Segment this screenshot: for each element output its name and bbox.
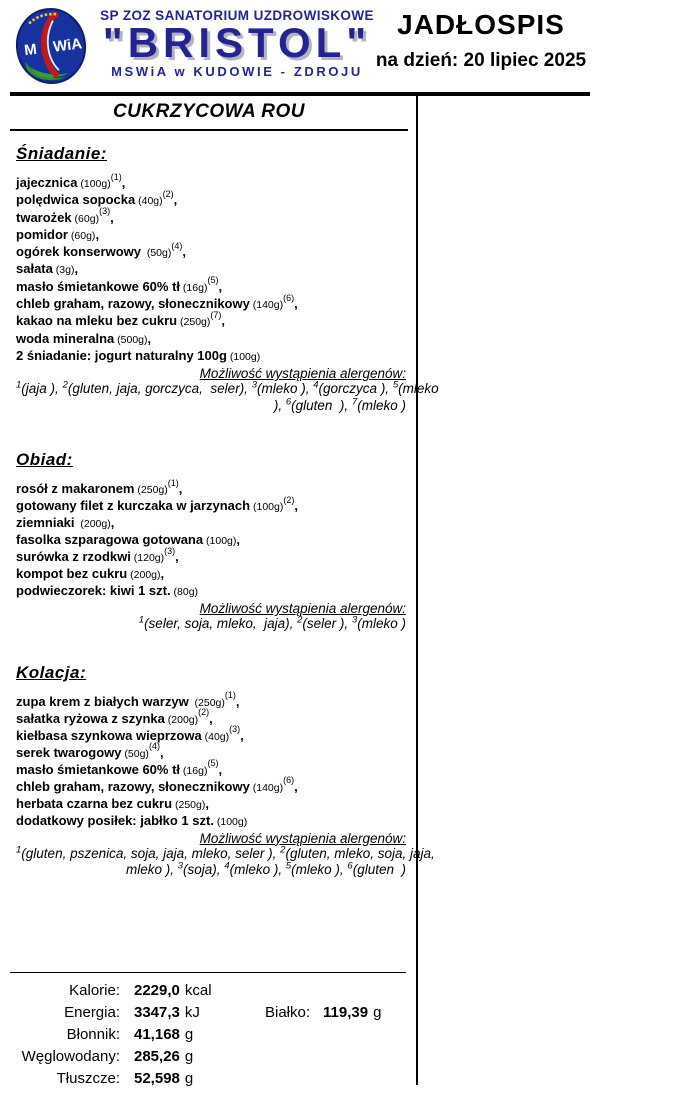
organization-subtitle: SP ZOZ SANATORIUM UZDROWISKOWE	[100, 8, 374, 23]
organization-block	[92, 8, 382, 79]
meal-item-name: masło śmietankowe 60% tł	[16, 278, 181, 294]
meal-item	[16, 477, 408, 498]
nutrition-unit: g	[373, 1004, 382, 1021]
meal-item-amount: (100g)	[203, 535, 237, 548]
allergen-text: (mleko )	[357, 616, 406, 632]
meal-item-separator: ,	[110, 515, 115, 531]
meal-item-amount: (250g)	[188, 696, 225, 709]
meals-container	[10, 144, 439, 879]
allergen-text: (gluten, pszenica, soja, jaja, mleko, seler ),	[21, 845, 281, 861]
meal-item-list	[16, 171, 408, 365]
nutrition-unit: kcal	[184, 982, 212, 999]
svg-text:WiA: WiA	[52, 35, 84, 56]
meal-item-amount: (100g)	[250, 501, 284, 514]
meal-item-name: 2 śniadanie: jogurt naturalny 100g	[16, 347, 227, 363]
meal-item-name: woda mineralna	[16, 330, 115, 346]
meal-item	[16, 796, 408, 813]
meal-item-amount: (100g)	[77, 178, 111, 190]
nutrition-label: Kalorie:	[69, 982, 120, 999]
meal-item-name: chleb graham, razowy, słonecznikowy	[16, 778, 250, 794]
meal-item-name: pomidor	[16, 226, 68, 242]
meal-item-amount: (50g)	[121, 747, 149, 760]
allergen-heading: Możliwość wystąpienia alergenów:	[199, 601, 406, 617]
meal-item-amount: (250g)	[172, 798, 206, 811]
meal-item-allergen-ref: (1)	[110, 171, 122, 182]
svg-text:M: M	[23, 40, 38, 60]
meal-item-separator: ,	[294, 498, 298, 514]
nutrition-label: Tłuszcze:	[56, 1070, 120, 1087]
meal-section	[10, 662, 435, 879]
organization-location: MSWiA w KUDOWIE - ZDROJU	[111, 64, 363, 79]
allergen-number: 2	[280, 844, 286, 856]
allergen-text: (gorczyca ),	[318, 381, 393, 397]
meal-item-allergen-ref: (7)	[210, 310, 222, 321]
allergen-number: 3	[351, 614, 358, 626]
meal-item-amount: (100g)	[213, 815, 248, 828]
meal-header: Śniadanie:	[16, 144, 107, 163]
nutrition-unit: g	[184, 1070, 194, 1087]
meal-item-name: serek twarogowy	[16, 744, 122, 760]
meal-item	[16, 707, 408, 728]
meal-item-name: surówka z rzodkwi	[16, 549, 131, 565]
meal-item-name: polędwica sopocka	[16, 192, 136, 208]
nutrition-unit: g	[184, 1026, 194, 1043]
meal-section	[10, 450, 408, 633]
mswia-logo-icon	[14, 7, 88, 86]
meal-section	[10, 144, 439, 414]
meal-item	[16, 310, 408, 330]
nutrition-row	[10, 1068, 406, 1090]
meal-item-name: ziemniaki	[16, 515, 75, 531]
meal-item-separator: ,	[240, 727, 244, 743]
meal-item-amount: (200g)	[127, 569, 161, 582]
meal-header: Kolacja:	[16, 662, 87, 682]
allergen-number: 5	[392, 379, 399, 391]
organization-name: "BRISTOL"	[102, 19, 372, 66]
nutrition-value: 119,39	[323, 1004, 369, 1021]
meal-item-list	[16, 690, 408, 830]
meal-item-separator: ,	[218, 278, 223, 294]
allergen-text: (gluten ),	[291, 397, 352, 413]
meal-item-name: jajecznica	[16, 175, 78, 190]
allergen-text: (gluten, mleko, soja, jaja,	[285, 845, 435, 861]
meal-item-separator: ,	[235, 693, 240, 709]
meal-item	[16, 758, 408, 779]
allergen-heading: Możliwość wystąpienia alergenów:	[199, 366, 406, 382]
meal-header: Obiad:	[16, 450, 73, 470]
meal-item-amount: (200g)	[164, 713, 199, 726]
meal-item-separator: ,	[182, 244, 186, 260]
document-date: na dzień: 20 lipiec 2025	[375, 50, 587, 71]
meal-item-allergen-ref: (2)	[283, 494, 295, 505]
allergen-text: (soja),	[183, 862, 225, 878]
header-divider-line	[10, 92, 590, 96]
meal-item	[16, 813, 408, 830]
meal-item-amount: (250g)	[177, 316, 211, 329]
allergen-number: 5	[285, 860, 292, 872]
allergen-number: 1	[138, 614, 145, 626]
document-meta	[374, 9, 588, 72]
nutrition-label: Białko:	[265, 1004, 311, 1021]
meal-item	[16, 724, 408, 745]
meal-item-name: kiełbasa szynkowa wieprzowa	[16, 727, 202, 743]
meal-item-name: sałatka ryżowa z szynka	[16, 710, 165, 726]
meal-item-separator: ,	[74, 261, 79, 277]
allergen-text: (mleko	[398, 381, 439, 397]
allergen-note	[16, 379, 439, 414]
meal-item-name: dodatkowy posiłek: jabłko 1 szt.	[16, 812, 214, 828]
meal-item	[16, 227, 408, 244]
nutrition-label: Błonnik:	[66, 1026, 120, 1043]
meal-item-separator: ,	[175, 549, 179, 565]
allergen-text: (gluten )	[352, 862, 406, 878]
nutrition-value: 41,168	[134, 1026, 180, 1043]
meal-item-name: podwieczorek: kiwi 1 szt.	[16, 583, 171, 599]
nutrition-row	[10, 980, 406, 1002]
meal-item-name: chleb graham, razowy, słonecznikowy	[16, 296, 250, 312]
meal-item-separator: ,	[160, 566, 165, 582]
meal-item-allergen-ref: (3)	[229, 724, 241, 735]
allergen-text: (seler ),	[302, 616, 352, 632]
allergen-line	[16, 616, 408, 633]
allergen-number: 2	[297, 614, 303, 626]
meal-item-amount: (120g)	[130, 552, 165, 565]
meal-item-allergen-ref: (2)	[162, 188, 174, 199]
meal-item-amount: (140g)	[249, 299, 284, 312]
meal-item-separator: ,	[236, 532, 241, 548]
meal-item-amount: (500g)	[114, 333, 148, 346]
meal-item	[16, 583, 408, 600]
allergen-number: 7	[351, 396, 358, 408]
meal-item-allergen-ref: (3)	[99, 206, 111, 217]
meal-item-allergen-ref: (6)	[283, 775, 295, 786]
meal-item	[16, 532, 408, 549]
meal-item-amount: (140g)	[249, 781, 284, 794]
meal-item-separator: ,	[173, 192, 178, 208]
meal-item	[16, 331, 408, 348]
allergen-text: (mleko ),	[256, 381, 314, 397]
meal-item-name: herbata czarna bez cukru	[16, 795, 173, 811]
meal-item-separator: ,	[121, 175, 126, 190]
meal-item-allergen-ref: (2)	[198, 707, 210, 718]
allergen-text: (gluten, jaja, gorczyca, seler),	[67, 381, 252, 397]
meal-item	[16, 494, 408, 515]
nutrition-row	[10, 1002, 406, 1024]
nutrition-protein-group	[265, 1002, 381, 1024]
allergen-number: 1	[16, 844, 22, 856]
meal-item-allergen-ref: (4)	[171, 240, 183, 251]
nutrition-value: 52,598	[134, 1070, 180, 1087]
meal-item-amount: (16g)	[180, 764, 208, 777]
allergen-text: (mleko )	[357, 397, 406, 413]
diet-title: CUKRZYCOWA ROU	[10, 96, 408, 131]
meal-item-name: sałata	[16, 261, 53, 277]
allergen-number: 4	[224, 860, 230, 872]
meal-item-name: ogórek konserwowy	[16, 244, 141, 260]
allergen-line	[16, 379, 439, 398]
document-header	[0, 0, 692, 93]
allergen-number: 3	[177, 860, 184, 872]
allergen-number: 4	[313, 379, 319, 391]
meal-item-separator: ,	[205, 795, 209, 811]
meal-item-amount: (16g)	[180, 281, 208, 294]
meal-item	[16, 275, 408, 296]
meal-item	[16, 240, 408, 261]
meal-item-allergen-ref: (6)	[283, 292, 295, 303]
nutrition-summary	[10, 972, 406, 1090]
meal-item	[16, 188, 408, 209]
allergen-note	[16, 616, 408, 633]
meal-item-amount: (80g)	[170, 586, 199, 599]
allergen-number: 6	[347, 860, 353, 872]
nutrition-label: Węglowodany:	[21, 1048, 120, 1065]
document-title: JADŁOSPIS	[397, 9, 565, 40]
nutrition-row	[10, 1024, 406, 1046]
nutrition-unit: g	[184, 1048, 194, 1065]
meal-item-amount: (60g)	[68, 229, 96, 242]
meal-item-amount: (200g)	[74, 518, 111, 531]
nutrition-unit: kJ	[184, 1004, 200, 1021]
meal-item	[16, 566, 408, 583]
allergen-heading: Możliwość wystąpienia alergenów:	[199, 830, 406, 846]
menu-column	[10, 96, 439, 1087]
meal-item	[16, 690, 408, 711]
column-divider-line	[416, 96, 418, 1085]
meal-item-separator: ,	[221, 313, 226, 329]
nutrition-row	[10, 1046, 406, 1068]
meal-item-name: twarożek	[16, 209, 72, 225]
allergen-number: 3	[251, 379, 257, 391]
meal-item-separator: ,	[147, 330, 152, 346]
allergen-text: (mleko ),	[229, 862, 286, 878]
meal-item-name: masło śmietankowe 60% tł	[16, 761, 181, 777]
nutrition-value: 3347,3	[134, 1004, 180, 1021]
meal-item-amount: (3g)	[52, 264, 75, 277]
meal-item-separator: ,	[159, 744, 164, 760]
meal-item-separator: ,	[178, 481, 183, 497]
meal-item-name: gotowany filet z kurczaka w jarzynach	[16, 498, 251, 514]
meal-item-allergen-ref: (3)	[164, 545, 176, 556]
meal-item-name: zupa krem z białych warzyw	[16, 693, 189, 709]
allergen-text: (mleko ),	[291, 862, 348, 878]
meal-item-separator: ,	[95, 226, 100, 242]
allergen-text: mleko ),	[125, 862, 178, 878]
meal-item-list	[16, 477, 408, 600]
meal-item-amount: (40g)	[201, 730, 230, 743]
meal-item-name: rosół z makaronem	[16, 481, 135, 497]
allergen-number: 6	[285, 396, 292, 408]
nutrition-value: 285,26	[134, 1048, 180, 1065]
meal-item-separator: ,	[209, 710, 213, 726]
meal-item-separator: ,	[294, 296, 298, 312]
meal-item-amount: (60g)	[71, 212, 100, 225]
meal-item	[16, 545, 408, 566]
nutrition-value: 2229,0	[134, 982, 180, 999]
meal-item-allergen-ref: (1)	[224, 690, 236, 701]
allergen-text: (seler, soja, mleko, jaja),	[144, 616, 298, 632]
meal-item-separator: ,	[294, 778, 298, 794]
meal-item-name: kompot bez cukru	[16, 566, 128, 582]
allergen-number: 2	[62, 379, 68, 391]
meal-item	[16, 171, 408, 192]
meal-item	[16, 775, 408, 796]
meal-item-name: fasolka szparagowa gotowana	[16, 532, 204, 548]
meal-item-amount: (100g)	[226, 350, 261, 363]
allergen-text: ),	[273, 397, 286, 413]
allergen-line	[16, 862, 408, 879]
meal-item-amount: (50g)	[140, 247, 172, 260]
allergen-line	[16, 398, 408, 415]
meal-item-allergen-ref: (5)	[207, 758, 219, 769]
meal-item-allergen-ref: (1)	[167, 477, 179, 488]
meal-item-allergen-ref: (5)	[207, 275, 219, 286]
meal-item-name: kakao na mleku bez cukru	[16, 313, 178, 329]
meal-item-allergen-ref: (4)	[148, 741, 160, 752]
nutrition-label: Energia:	[64, 1004, 120, 1021]
meal-item-separator: ,	[110, 209, 114, 225]
allergen-text: (jaja ),	[21, 381, 63, 397]
meal-item-amount: (250g)	[134, 484, 168, 497]
meal-item-separator: ,	[218, 761, 223, 777]
meal-item	[16, 515, 408, 532]
allergen-number: 1	[16, 379, 22, 391]
allergen-note	[16, 844, 435, 879]
meal-item-amount: (40g)	[135, 195, 163, 208]
meal-item	[16, 348, 408, 365]
meal-item	[16, 206, 408, 227]
